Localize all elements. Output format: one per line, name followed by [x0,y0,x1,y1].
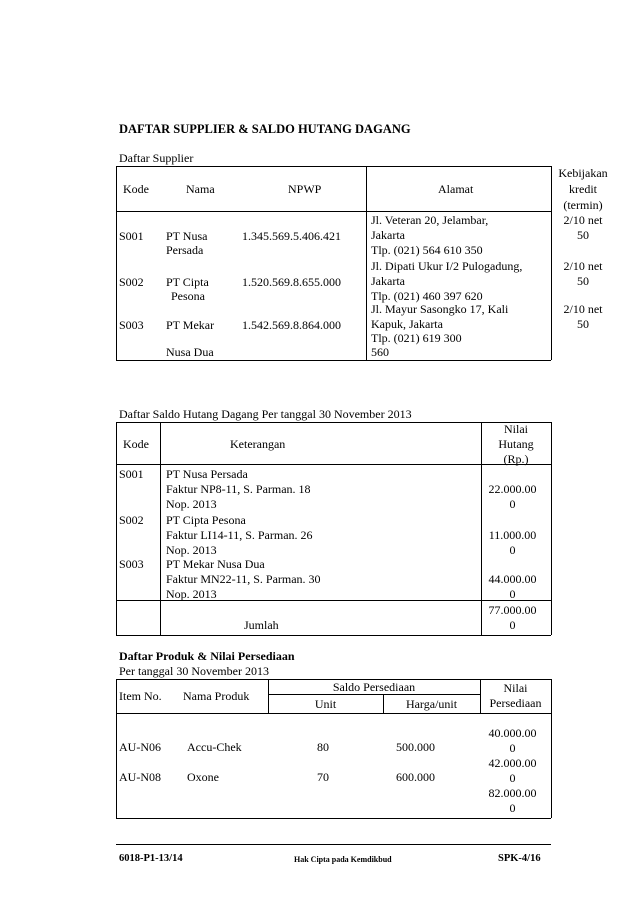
cell-alamat: Tlp. (021) 564 610 350 [371,243,483,257]
total-value: 0 [509,801,516,815]
cell-keterangan: PT Mekar Nusa Dua [166,557,265,571]
cell-nilai: 0 [509,771,516,785]
hutang-section-label: Daftar Saldo Hutang Dagang Per tanggal 30 November 2013 [119,407,412,421]
header-unit: Unit [314,697,337,711]
header-npwp: NPWP [288,182,322,196]
header-alamat: Alamat [438,182,474,196]
cell-keterangan: PT Cipta Pesona [166,513,246,527]
cell-unit: 80 [317,740,329,754]
cell-nilai: 0 [509,587,516,601]
cell-nilai: 42.000.00 [488,756,537,770]
cell-harga: 500.000 [396,740,435,754]
cell-kode: S001 [119,467,144,481]
cell-nilai: 0 [509,543,516,557]
cell-kode: S003 [119,318,144,332]
header-saldo: Saldo Persediaan [332,680,416,694]
cell-keterangan: Faktur LI14-11, S. Parman. 26 [166,528,313,542]
cell-nilai: 0 [509,497,516,511]
footer-code: 6018-P1-13/14 [119,853,183,864]
cell-nama-produk: Accu-Chek [187,740,242,754]
cell-keterangan: Nop. 2013 [166,497,217,511]
cell-termin: 2/10 net [563,302,603,316]
cell-termin: 2/10 net [563,213,603,227]
cell-kode: S002 [119,513,144,527]
cell-item-no: AU-N06 [119,740,161,754]
cell-alamat: Jakarta [371,274,405,288]
cell-kode: S001 [119,229,144,243]
header-kode: Kode [123,182,149,196]
cell-keterangan: Nop. 2013 [166,543,217,557]
produk-section-sublabel: Per tanggal 30 November 2013 [119,664,269,678]
cell-alamat: 560 [371,345,389,359]
header-harga: Harga/unit [405,697,458,711]
header-termin: (termin) [563,198,603,212]
header-kredit: kredit [569,182,597,196]
cell-kode: S002 [119,275,144,289]
cell-nama: Pesona [171,289,205,303]
header-item-no: Item No. [119,689,162,703]
cell-unit: 70 [317,770,329,784]
cell-nama-produk: Oxone [187,770,219,784]
total-value: 82.000.00 [488,786,537,800]
cell-termin: 50 [577,274,589,288]
cell-keterangan: PT Nusa Persada [166,467,248,481]
header-nilai: Nilai [503,681,528,695]
header-kode: Kode [123,437,149,451]
cell-item-no: AU-N08 [119,770,161,784]
cell-termin: 2/10 net [563,259,603,273]
header-persediaan: Persediaan [489,696,542,710]
footer-divider [116,844,551,845]
cell-nama: PT Nusa [166,229,208,243]
cell-alamat: Tlp. (021) 619 300 [371,331,462,345]
cell-alamat: Tlp. (021) 460 397 620 [371,289,483,303]
cell-termin: 50 [577,228,589,242]
cell-termin: 50 [577,317,589,331]
cell-keterangan: Faktur MN22-11, S. Parman. 30 [166,572,321,586]
total-value: 0 [509,618,516,632]
cell-npwp: 1.345.569.5.406.421 [242,229,341,243]
supplier-section-label: Daftar Supplier [119,151,194,165]
cell-harga: 600.000 [396,770,435,784]
header-rp: (Rp.) [503,452,529,466]
cell-nilai: 0 [509,741,516,755]
cell-alamat: Jakarta [371,228,405,242]
cell-nama: PT Cipta [166,275,209,289]
cell-alamat: Jl. Mayur Sasongko 17, Kali [371,302,509,316]
cell-nilai: 40.000.00 [488,726,537,740]
header-nama: Nama [186,182,215,196]
cell-npwp: 1.542.569.8.864.000 [242,318,341,332]
produk-section-label: Daftar Produk & Nilai Persediaan [119,649,295,663]
cell-alamat: Jl. Veteran 20, Jelambar, [371,213,489,227]
cell-alamat: Kapuk, Jakarta [371,317,443,331]
header-hutang: Hutang [498,437,534,451]
total-label: Jumlah [244,618,279,632]
cell-nilai: 44.000.00 [488,572,537,586]
cell-nilai: 22.000.00 [488,482,537,496]
cell-nama: Nusa Dua [166,345,214,359]
cell-nama: PT Mekar [166,318,215,332]
cell-nama: Persada [166,243,204,257]
total-value: 77.000.00 [488,603,537,617]
footer-page-number: SPK-4/16 [498,853,541,864]
document-title: DAFTAR SUPPLIER & SALDO HUTANG DAGANG [119,122,411,136]
cell-npwp: 1.520.569.8.655.000 [242,275,341,289]
header-keterangan: Keterangan [230,437,286,451]
footer-copyright: Hak Cipta pada Kemdikbud [294,855,392,864]
cell-nilai: 11.000.00 [488,528,537,542]
cell-kode: S003 [119,557,144,571]
header-nilai: Nilai [504,422,528,436]
cell-keterangan: Nop. 2013 [166,587,217,601]
cell-keterangan: Faktur NP8-11, S. Parman. 18 [166,482,311,496]
cell-alamat: Jl. Dipati Ukur I/2 Pulogadung, [371,259,523,273]
header-kebijakan: Kebijakan [558,166,608,180]
header-nama-produk: Nama Produk [183,689,250,703]
